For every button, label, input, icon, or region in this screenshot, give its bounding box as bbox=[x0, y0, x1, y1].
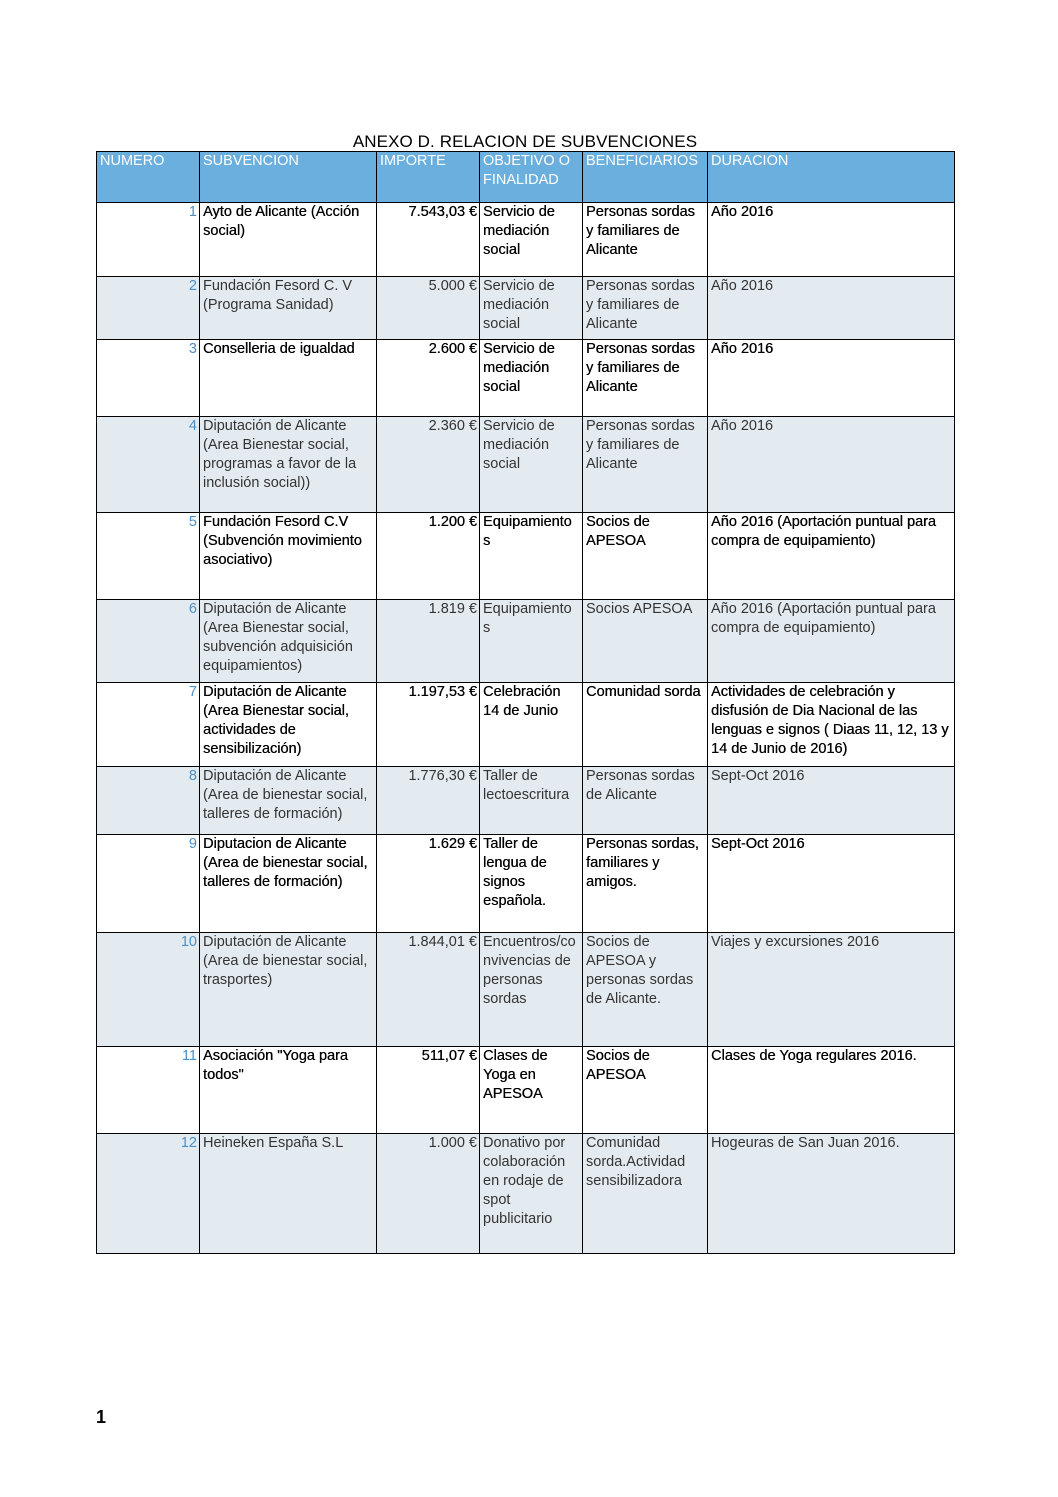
cell-objetivo: Equipamiento s bbox=[480, 513, 583, 600]
table-row bbox=[97, 933, 955, 1047]
table-row bbox=[97, 513, 955, 600]
col-header-importe: IMPORTE bbox=[377, 152, 480, 203]
cell-importe: 1.776,30 € bbox=[377, 767, 480, 835]
cell-numero: 10 bbox=[97, 933, 200, 1047]
cell-objetivo: Equipamiento s bbox=[480, 600, 583, 683]
cell-subvencion: Asociación "Yoga para todos" bbox=[200, 1047, 377, 1134]
cell-beneficiarios: Socios APESOA bbox=[583, 600, 708, 683]
page-number: 1 bbox=[96, 1407, 107, 1427]
cell-duracion: Año 2016 (Aportación puntual para compra de equipamiento) bbox=[708, 600, 955, 683]
col-header-duracion: DURACION bbox=[708, 152, 955, 203]
cell-importe: 2.360 € bbox=[377, 417, 480, 513]
cell-numero: 9 bbox=[97, 835, 200, 933]
cell-importe: 1.629 € bbox=[377, 835, 480, 933]
cell-subvencion: Diputación de Alicante (Area de bienestar social, trasportes) bbox=[200, 933, 377, 1047]
cell-beneficiarios: Personas sordas, familiares y amigos. bbox=[583, 835, 708, 933]
cell-objetivo: Donativo por colaboración en rodaje de spot publicitario bbox=[480, 1134, 583, 1254]
col-header-beneficiarios: BENEFICIARIOS bbox=[583, 152, 708, 203]
cell-subvencion: Diputación de Alicante (Area Bienestar social, actividades de sensibilización) bbox=[200, 683, 377, 767]
cell-duracion: Año 2016 bbox=[708, 203, 955, 277]
cell-importe: 1.819 € bbox=[377, 600, 480, 683]
cell-subvencion: Diputación de Alicante (Area de bienestar social, talleres de formación) bbox=[200, 767, 377, 835]
cell-importe: 1.200 € bbox=[377, 513, 480, 600]
cell-beneficiarios: Comunidad sorda.Actividad sensibilizadora bbox=[583, 1134, 708, 1254]
cell-objetivo: Taller de lectoescritura bbox=[480, 767, 583, 835]
cell-beneficiarios: Comunidad sorda bbox=[583, 683, 708, 767]
cell-duracion: Actividades de celebración y disfusión de Dia Nacional de las lenguas e signos ( Diaas 11, 12, 13 y 14 de Junio de 2016) bbox=[708, 683, 955, 767]
cell-subvencion: Ayto de Alicante (Acción social) bbox=[200, 203, 377, 277]
cell-beneficiarios: Personas sordas de Alicante bbox=[583, 767, 708, 835]
cell-beneficiarios: Personas sordas y familiares de Alicante bbox=[583, 203, 708, 277]
cell-objetivo: Servicio de mediación social bbox=[480, 203, 583, 277]
document-title: ANEXO D. RELACION DE SUBVENCIONES bbox=[352, 132, 698, 151]
cell-duracion: Sept-Oct 2016 bbox=[708, 835, 955, 933]
cell-numero: 5 bbox=[97, 513, 200, 600]
table-row bbox=[97, 835, 955, 933]
cell-beneficiarios: Socios de APESOA bbox=[583, 513, 708, 600]
cell-duracion: Sept-Oct 2016 bbox=[708, 767, 955, 835]
cell-importe: 1.197,53 € bbox=[377, 683, 480, 767]
table-row bbox=[97, 417, 955, 513]
cell-objetivo: Servicio de mediación social bbox=[480, 340, 583, 417]
cell-duracion: Hogeuras de San Juan 2016. bbox=[708, 1134, 955, 1254]
cell-importe: 2.600 € bbox=[377, 340, 480, 417]
table-row bbox=[97, 203, 955, 277]
table-row bbox=[97, 340, 955, 417]
cell-numero: 3 bbox=[97, 340, 200, 417]
cell-objetivo: Clases de Yoga en APESOA bbox=[480, 1047, 583, 1134]
subvenciones-table bbox=[96, 151, 955, 1254]
cell-duracion: Año 2016 bbox=[708, 277, 955, 340]
table-row bbox=[97, 1134, 955, 1254]
cell-numero: 7 bbox=[97, 683, 200, 767]
table-row bbox=[97, 683, 955, 767]
cell-importe: 7.543,03 € bbox=[377, 203, 480, 277]
cell-importe: 5.000 € bbox=[377, 277, 480, 340]
table-row bbox=[97, 600, 955, 683]
table-row bbox=[97, 277, 955, 340]
cell-beneficiarios: Personas sordas y familiares de Alicante bbox=[583, 417, 708, 513]
col-header-subvencion: SUBVENCION bbox=[200, 152, 377, 203]
cell-duracion: Clases de Yoga regulares 2016. bbox=[708, 1047, 955, 1134]
cell-numero: 1 bbox=[97, 203, 200, 277]
cell-importe: 1.000 € bbox=[377, 1134, 480, 1254]
cell-subvencion: Diputación de Alicante (Area Bienestar social, subvención adquisición equipamientos) bbox=[200, 600, 377, 683]
cell-numero: 6 bbox=[97, 600, 200, 683]
cell-importe: 511,07 € bbox=[377, 1047, 480, 1134]
cell-numero: 11 bbox=[97, 1047, 200, 1134]
cell-beneficiarios: Personas sordas y familiares de Alicante bbox=[583, 340, 708, 417]
cell-objetivo: Taller de lengua de signos española. bbox=[480, 835, 583, 933]
cell-subvencion: Diputacion de Alicante (Area de bienestar social, talleres de formación) bbox=[200, 835, 377, 933]
cell-beneficiarios: Personas sordas y familiares de Alicante bbox=[583, 277, 708, 340]
cell-subvencion: Conselleria de igualdad bbox=[200, 340, 377, 417]
cell-duracion: Año 2016 bbox=[708, 340, 955, 417]
cell-objetivo: Servicio de mediación social bbox=[480, 417, 583, 513]
cell-duracion: Viajes y excursiones 2016 bbox=[708, 933, 955, 1047]
cell-subvencion: Fundación Fesord C. V (Programa Sanidad) bbox=[200, 277, 377, 340]
cell-numero: 2 bbox=[97, 277, 200, 340]
col-header-numero: NUMERO bbox=[97, 152, 200, 203]
cell-objetivo: Encuentros/co nvivencias de personas sordas bbox=[480, 933, 583, 1047]
cell-numero: 12 bbox=[97, 1134, 200, 1254]
cell-numero: 4 bbox=[97, 417, 200, 513]
table-row bbox=[97, 767, 955, 835]
cell-duracion: Año 2016 (Aportación puntual para compra de equipamiento) bbox=[708, 513, 955, 600]
cell-subvencion: Diputación de Alicante (Area Bienestar social, programas a favor de la inclusión social)) bbox=[200, 417, 377, 513]
cell-duracion: Año 2016 bbox=[708, 417, 955, 513]
cell-objetivo: Celebración 14 de Junio bbox=[480, 683, 583, 767]
cell-importe: 1.844,01 € bbox=[377, 933, 480, 1047]
cell-numero: 8 bbox=[97, 767, 200, 835]
table-header-row bbox=[97, 152, 955, 203]
table-row bbox=[97, 1047, 955, 1134]
cell-subvencion: Heineken España S.L bbox=[200, 1134, 377, 1254]
cell-subvencion: Fundación Fesord C.V (Subvención movimiento asociativo) bbox=[200, 513, 377, 600]
cell-objetivo: Servicio de mediación social bbox=[480, 277, 583, 340]
col-header-objetivo: OBJETIVO O FINALIDAD bbox=[480, 152, 583, 203]
cell-beneficiarios: Socios de APESOA y personas sordas de Alicante. bbox=[583, 933, 708, 1047]
cell-beneficiarios: Socios de APESOA bbox=[583, 1047, 708, 1134]
